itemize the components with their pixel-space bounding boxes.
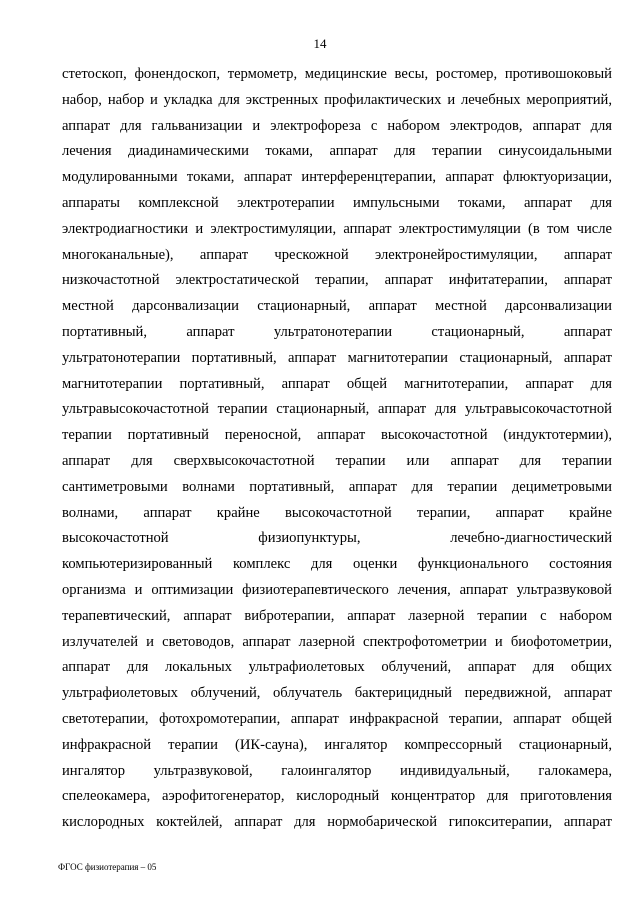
page-footer: ФГОС физиотерапия – 05 (58, 862, 157, 872)
text-line: лечения диадинамическими токами, аппарат для терапии синусоидальными (62, 143, 612, 160)
text-line: аппарат для локальных ультрафиолетовых облучений, аппарат для общих (62, 659, 612, 676)
text-line: многоканальные), аппарат чрескожной электронейростимуляции, аппарат (62, 246, 612, 263)
text-line: ультратонотерапии портативный, аппарат магнитотерапии стационарный, аппарат (62, 349, 612, 366)
text-line: аппараты комплексной электротерапии импульсными токами, аппарат для (62, 194, 612, 211)
text-line: организма и оптимизации физиотерапевтического лечения, аппарат ультразвуковой (62, 581, 612, 598)
text-line: терапии портативный переносной, аппарат высокочастотной (индуктотермии), (62, 427, 612, 444)
text-line: местной дарсонвализации стационарный, аппарат местной дарсонвализации (62, 298, 612, 315)
text-line: электродиагностики и электростимуляции, аппарат электростимуляции (в том числе (62, 220, 612, 237)
text-line: аппарат для сверхвысокочастотной терапии или аппарат для терапии (62, 452, 612, 469)
text-line: аппарат для гальванизации и электрофореза с набором электродов, аппарат для (62, 117, 612, 134)
text-line: модулированными токами, аппарат интерференцтерапии, аппарат флюктуоризации, (62, 169, 612, 186)
text-line: высокочастотной физиопунктуры, лечебно-диагностический (62, 530, 612, 547)
text-line: волнами, аппарат крайне высокочастотной терапии, аппарат крайне (62, 504, 612, 521)
text-line: кислородных коктейлей, аппарат для нормобарической гипокситерапии, аппарат (62, 814, 612, 831)
text-line: портативный, аппарат ультратонотерапии стационарный, аппарат (62, 323, 612, 340)
text-line: набор, набор и укладка для экстренных профилактических и лечебных мероприятий, (62, 91, 612, 108)
text-line: терапевтический, аппарат вибротерапии, аппарат лазерной терапии с набором (62, 607, 612, 624)
text-line: излучателей и световодов, аппарат лазерной спектрофотометрии и биофотометрии, (62, 633, 612, 650)
text-line: компьютеризированный комплекс для оценки функционального состояния (62, 556, 612, 573)
text-line: магнитотерапии портативный, аппарат общей магнитотерапии, аппарат для (62, 375, 612, 392)
text-line: ультрафиолетовых облучений, облучатель бактерицидный передвижной, аппарат (62, 685, 612, 702)
text-line: низкочастотной электростатической терапии, аппарат инфитатерапии, аппарат (62, 272, 612, 289)
text-line: светотерапии, фотохромотерапии, аппарат инфракрасной терапии, аппарат общей (62, 710, 612, 727)
text-line: ингалятор ультразвуковой, галоингалятор индивидуальный, галокамера, (62, 762, 612, 779)
text-line: ультравысокочастотной терапии стационарный, аппарат для ультравысокочастотной (62, 401, 612, 418)
body-paragraph (62, 62, 612, 836)
text-line: инфракрасной терапии (ИК-сауна), ингалятор компрессорный стационарный, (62, 736, 612, 753)
text-line: стетоскоп, фонендоскоп, термометр, медицинские весы, ростомер, противошоковый (62, 66, 612, 82)
text-line: сантиметровыми волнами портативный, аппарат для терапии дециметровыми (62, 478, 612, 495)
page-number: 14 (313, 36, 327, 51)
text-line: спелеокамера, аэрофитогенератор, кислородный концентратор для приготовления (62, 788, 612, 805)
